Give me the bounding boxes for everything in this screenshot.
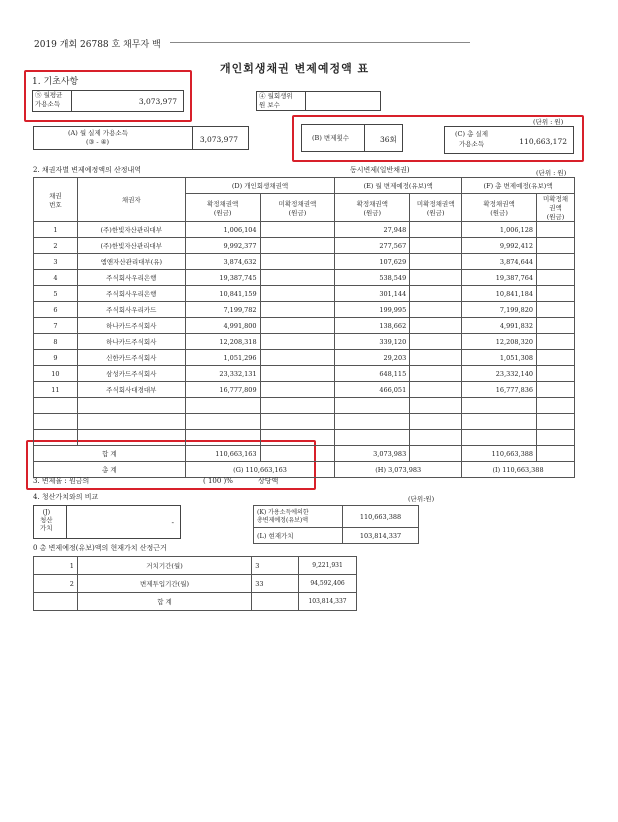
confirmed-claim: 19,387,745: [185, 270, 260, 286]
actual-income-box: [33, 126, 249, 150]
total-income-value: 110,663,172: [519, 137, 567, 146]
confirmed-claim: 7,199,782: [185, 302, 260, 318]
section5-heading: 0 총 변제예정(유보)액의 현재가치 산정근거: [33, 544, 167, 552]
sum-label: 합 계: [34, 446, 186, 462]
payment-count-box: [301, 124, 403, 152]
col-header-d-unconfirmed: 미확정채권액 (원금): [260, 194, 335, 222]
monthly-unconfirmed: [410, 302, 462, 318]
table-row: [34, 302, 575, 318]
creditor-no: 10: [34, 366, 78, 382]
creditor-no: 7: [34, 318, 78, 334]
col-header-e-confirmed: 확정채권액 (원금): [335, 194, 410, 222]
empty-row: [34, 398, 575, 414]
creditor-name: 주식회사우리은행: [77, 270, 185, 286]
col-header-no: 채권 번호: [34, 178, 78, 222]
monthly-unconfirmed: [410, 366, 462, 382]
k-label: (K) 가용소득에의한 총변제예정(유보)액: [254, 506, 343, 528]
total-label: 총 계: [34, 462, 186, 478]
actual-income-formula: (③ - ④): [86, 138, 110, 146]
creditor-name: 하나카드주식회사: [77, 334, 185, 350]
monthly-payment: 199,995: [335, 302, 410, 318]
total-payment: 12,208,320: [462, 334, 537, 350]
monthly-payment: 107,629: [335, 254, 410, 270]
table-row: [34, 366, 575, 382]
cell-divider: [71, 91, 72, 111]
monthly-unconfirmed: [410, 222, 462, 238]
cell-divider: [192, 127, 193, 149]
unconfirmed-claim: [260, 382, 335, 398]
col-header-creditor: 채권자: [77, 178, 185, 222]
actual-income-label: (A) 월 실제 가용소득: [68, 129, 128, 137]
creditor-name: 하나카드주식회사: [77, 318, 185, 334]
trustee-fee-label: ④ 월회생위: [259, 92, 293, 100]
monthly-unconfirmed: [410, 382, 462, 398]
creditor-name: 신한카드주식회사: [77, 350, 185, 366]
total-unconfirmed: [537, 302, 575, 318]
pv-months: 3: [252, 557, 299, 575]
section2-subheading: 동시변제(일반채권): [350, 166, 410, 174]
creditor-no: 5: [34, 286, 78, 302]
payment-count-label: (B) 변제횟수: [312, 134, 350, 142]
unconfirmed-claim: [260, 286, 335, 302]
creditor-no: 4: [34, 270, 78, 286]
confirmed-claim: 10,841,159: [185, 286, 260, 302]
unconfirmed-claim: [260, 350, 335, 366]
pv-label: 변제투입기간(월): [77, 575, 251, 593]
trustee-fee-label-2: 원 보수: [259, 101, 280, 109]
creditor-no: 6: [34, 302, 78, 318]
table-row: [34, 350, 575, 366]
total-unconfirmed: [537, 318, 575, 334]
sum-d: 110,663,163: [185, 446, 260, 462]
unconfirmed-claim: [260, 254, 335, 270]
table-row: [34, 382, 575, 398]
creditor-name: 주식회사우리카드: [77, 302, 185, 318]
total-income-label-2: 가용소득: [459, 140, 485, 148]
creditor-name: 엠앤자산관리대부(유): [77, 254, 185, 270]
total-payment: 1,006,128: [462, 222, 537, 238]
total-payment: 1,051,308: [462, 350, 537, 366]
total-h: (H) 3,073,983: [335, 462, 462, 478]
pv-row: [34, 575, 357, 593]
cell-divider: [305, 92, 306, 110]
repayment-rate-suffix: 상당액: [258, 477, 279, 485]
total-payment: 3,874,644: [462, 254, 537, 270]
unconfirmed-claim: [260, 270, 335, 286]
pv-row: [34, 557, 357, 575]
monthly-payment: 466,051: [335, 382, 410, 398]
total-payment: 19,387,764: [462, 270, 537, 286]
table-row: [34, 286, 575, 302]
cell-divider: [364, 125, 365, 151]
confirmed-claim: 16,777,809: [185, 382, 260, 398]
total-g: (G) 110,663,163: [185, 462, 335, 478]
monthly-unconfirmed: [410, 318, 462, 334]
pv-months: 33: [252, 575, 299, 593]
total-payment: 23,332,140: [462, 366, 537, 382]
case-number-line: 2019 개회 26788 호 채무자 백: [34, 40, 161, 50]
monthly-payment: 29,203: [335, 350, 410, 366]
total-row: [34, 462, 575, 478]
confirmed-claim: 1,051,296: [185, 350, 260, 366]
col-header-d: (D) 개인회생채권액: [185, 178, 335, 194]
col-header-e: (E) 월 변제예정(유보)액: [335, 178, 462, 194]
col-header-f-unconfirmed: 미확정채권액 (원금): [537, 194, 575, 222]
creditor-name: 주식회사대경대부: [77, 382, 185, 398]
monthly-payment: 301,144: [335, 286, 410, 302]
monthly-income-label: ⑤ 월평균: [35, 91, 63, 99]
monthly-payment: 648,115: [335, 366, 410, 382]
col-header-e-unconfirmed: 미확정채권액 (원금): [410, 194, 462, 222]
total-income-box: [444, 126, 574, 154]
monthly-unconfirmed: [410, 286, 462, 302]
creditor-name: 삼성카드주식회사: [77, 366, 185, 382]
creditor-name: (주)한빛자산관리대부: [77, 238, 185, 254]
monthly-unconfirmed: [410, 270, 462, 286]
section2-heading: 2. 채권자별 변제예정액의 산정내역: [33, 166, 142, 174]
present-value-table: [253, 505, 419, 544]
section3-heading: 3. 변제율 : 원금의: [33, 477, 90, 485]
creditor-no: 2: [34, 238, 78, 254]
creditor-no: 8: [34, 334, 78, 350]
total-payment: 7,199,820: [462, 302, 537, 318]
monthly-unconfirmed: [410, 334, 462, 350]
total-payment: 16,777,836: [462, 382, 537, 398]
total-payment: 9,992,412: [462, 238, 537, 254]
table-row: [34, 238, 575, 254]
unconfirmed-claim: [260, 302, 335, 318]
confirmed-claim: 1,006,104: [185, 222, 260, 238]
unconfirmed-claim: [260, 366, 335, 382]
creditor-no: 11: [34, 382, 78, 398]
l-label: (L) 현재가치: [254, 528, 343, 544]
pv-label: 거치기간(월): [77, 557, 251, 575]
table-row: [34, 318, 575, 334]
confirmed-claim: 9,992,377: [185, 238, 260, 254]
creditor-no: 9: [34, 350, 78, 366]
monthly-payment: 339,120: [335, 334, 410, 350]
k-value: 110,663,388: [343, 506, 419, 528]
monthly-payment: 138,662: [335, 318, 410, 334]
monthly-payment: 277,567: [335, 238, 410, 254]
monthly-income-label-2: 가용소득: [35, 100, 61, 108]
monthly-unconfirmed: [410, 254, 462, 270]
creditor-no: 1: [34, 222, 78, 238]
payment-count-value: 36회: [380, 135, 397, 144]
header-divider: [170, 42, 470, 43]
table-row: [34, 222, 575, 238]
pv-sum-value: 103,814,337: [299, 593, 357, 611]
pv-sum-label: 합 계: [77, 593, 251, 611]
cell-divider: [66, 506, 67, 538]
unit-note-2: (단위 : 원): [536, 169, 567, 177]
pv-no: 2: [34, 575, 78, 593]
col-header-d-confirmed: 확정채권액 (원금): [185, 194, 260, 222]
trustee-fee-box: [256, 91, 381, 111]
monthly-payment: 27,948: [335, 222, 410, 238]
creditor-name: (주)한빛자산관리대부: [77, 222, 185, 238]
total-payment: 4,991,832: [462, 318, 537, 334]
pv-value: 9,221,931: [299, 557, 357, 575]
total-unconfirmed: [537, 366, 575, 382]
total-i: (I) 110,663,388: [462, 462, 575, 478]
table-row: [34, 270, 575, 286]
total-unconfirmed: [537, 254, 575, 270]
confirmed-claim: 23,332,131: [185, 366, 260, 382]
empty-row: [34, 414, 575, 430]
pv-basis-table: [33, 556, 357, 611]
unit-note-1: (단위 : 원): [533, 118, 564, 126]
total-payment: 10,841,184: [462, 286, 537, 302]
pv-no: 1: [34, 557, 78, 575]
document-title: 개인회생채권 변제예정액 표: [220, 62, 370, 75]
unconfirmed-claim: [260, 238, 335, 254]
monthly-unconfirmed: [410, 238, 462, 254]
confirmed-claim: 12,208,318: [185, 334, 260, 350]
pv-value: 94,592,406: [299, 575, 357, 593]
liquidation-value-label: (J) 청산 가치: [40, 508, 53, 533]
liquidation-value: -: [171, 518, 174, 527]
total-unconfirmed: [537, 350, 575, 366]
section4-heading: 4. 청산가치와의 비교: [33, 493, 99, 501]
sum-e: 3,073,983: [335, 446, 410, 462]
actual-income-value: 3,073,977: [199, 135, 238, 144]
monthly-income-box: [32, 90, 184, 112]
sum-row: [34, 446, 575, 462]
empty-row: [34, 430, 575, 446]
unit-note-3: (단위:원): [408, 495, 435, 503]
total-unconfirmed: [537, 222, 575, 238]
sum-f: 110,663,388: [462, 446, 537, 462]
confirmed-claim: 4,991,800: [185, 318, 260, 334]
monthly-unconfirmed: [410, 350, 462, 366]
unconfirmed-claim: [260, 222, 335, 238]
monthly-payment: 538,549: [335, 270, 410, 286]
total-unconfirmed: [537, 382, 575, 398]
monthly-income-value: 3,073,977: [138, 97, 177, 106]
total-unconfirmed: [537, 286, 575, 302]
table-row: [34, 254, 575, 270]
total-unconfirmed: [537, 334, 575, 350]
col-header-f-confirmed: 확정채권액 (원금): [462, 194, 537, 222]
total-unconfirmed: [537, 270, 575, 286]
col-header-f: (F) 총 변제예정(유보)액: [462, 178, 575, 194]
total-income-label: (C) 총 실제: [455, 130, 489, 138]
creditor-table: [33, 177, 575, 478]
confirmed-claim: 3,874,632: [185, 254, 260, 270]
l-value: 103,814,337: [343, 528, 419, 544]
unconfirmed-claim: [260, 334, 335, 350]
total-unconfirmed: [537, 238, 575, 254]
table-row: [34, 334, 575, 350]
unconfirmed-claim: [260, 318, 335, 334]
section1-heading: 1. 기초사항: [32, 77, 79, 87]
repayment-rate: ( 100 )%: [203, 477, 233, 485]
creditor-name: 주식회사우리은행: [77, 286, 185, 302]
liquidation-value-box: [33, 505, 181, 539]
creditor-no: 3: [34, 254, 78, 270]
pv-sum-row: [34, 593, 357, 611]
